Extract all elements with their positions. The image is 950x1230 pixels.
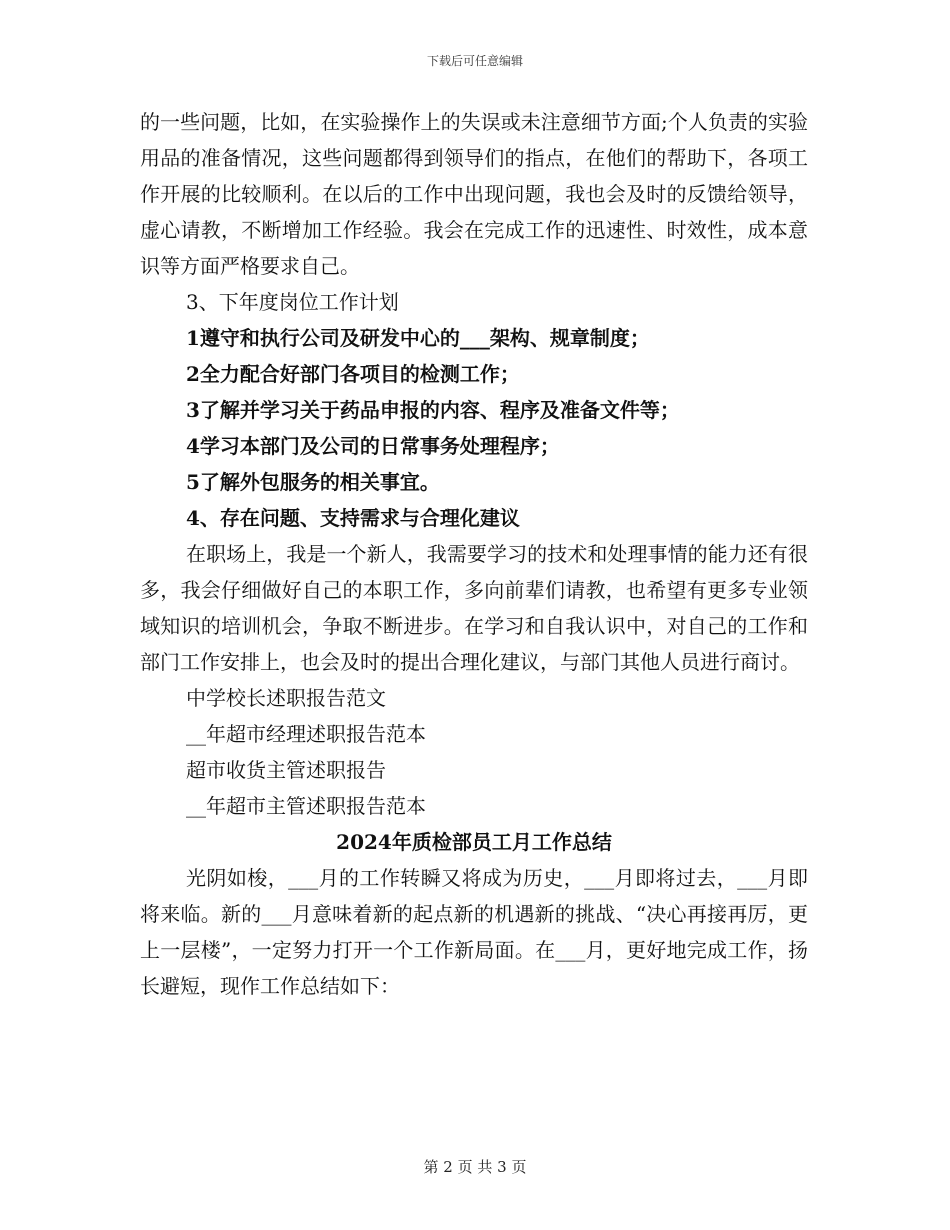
page-footer: 第 2 页 共 3 页 (423, 1158, 527, 1176)
document-title: 2024年质检部员工月工作总结 (336, 830, 612, 854)
related-link[interactable]: 超市收货主管述职报告 (186, 758, 386, 782)
paragraph-work-issues: 的一些问题，比如，在实验操作上的失误或未注意细节方面;个人负责的实验用品的准备情况，这些问题都得到领导们的指点，在他们的帮助下，各项工作开展的比较顺利。在以后的工作中出现问题，我也会及时的反馈给领导，虚心请教，不断增加工作经验。我会在完成工作的迅速性、时效性，成本意识等方面严格要求自己。 (140, 110, 808, 278)
plan-item: 4学习本部门及公司的日常事务处理程序； (186, 434, 560, 458)
section-heading-plan: 3、下年度岗位工作计划 (186, 290, 399, 314)
related-link[interactable]: __年超市经理述职报告范本 (186, 722, 426, 746)
paragraph-summary-intro: 光阴如梭，___月的工作转瞬又将成为历史，___月即将过去，___月即将来临。新的___月意味着新的起点新的机遇新的挑战、“决心再接再厉，更上一层楼”，一定努力打开一个工作新局面。在___月，更好地完成工作，扬长避短，现作工作总结如下： (140, 866, 808, 998)
related-link[interactable]: 中学校长述职报告范文 (186, 686, 386, 710)
section-heading-issues: 4、存在问题、支持需求与合理化建议 (186, 506, 520, 530)
paragraph-newcomer: 在职场上，我是一个新人，我需要学习的技术和处理事情的能力还有很多，我会仔细做好自己的本职工作，多向前辈们请教，也希望有更多专业领域知识的培训机会，争取不断进步。在学习和自我认识中，对自己的工作和部门工作安排上，也会及时的提出合理化建议，与部门其他人员进行商讨。 (140, 542, 808, 674)
related-link[interactable]: __年超市主管述职报告范本 (186, 794, 426, 818)
plan-item: 1遵守和执行公司及研发中心的___架构、规章制度； (186, 326, 650, 350)
plan-item: 2全力配合好部门各项目的检测工作； (186, 362, 520, 386)
plan-item: 5了解外包服务的相关事宜。 (186, 470, 440, 494)
page-header: 下载后可任意编辑 (426, 54, 523, 68)
document-body (140, 104, 808, 1004)
plan-item: 3了解并学习关于药品申报的内容、程序及准备文件等； (186, 398, 680, 422)
